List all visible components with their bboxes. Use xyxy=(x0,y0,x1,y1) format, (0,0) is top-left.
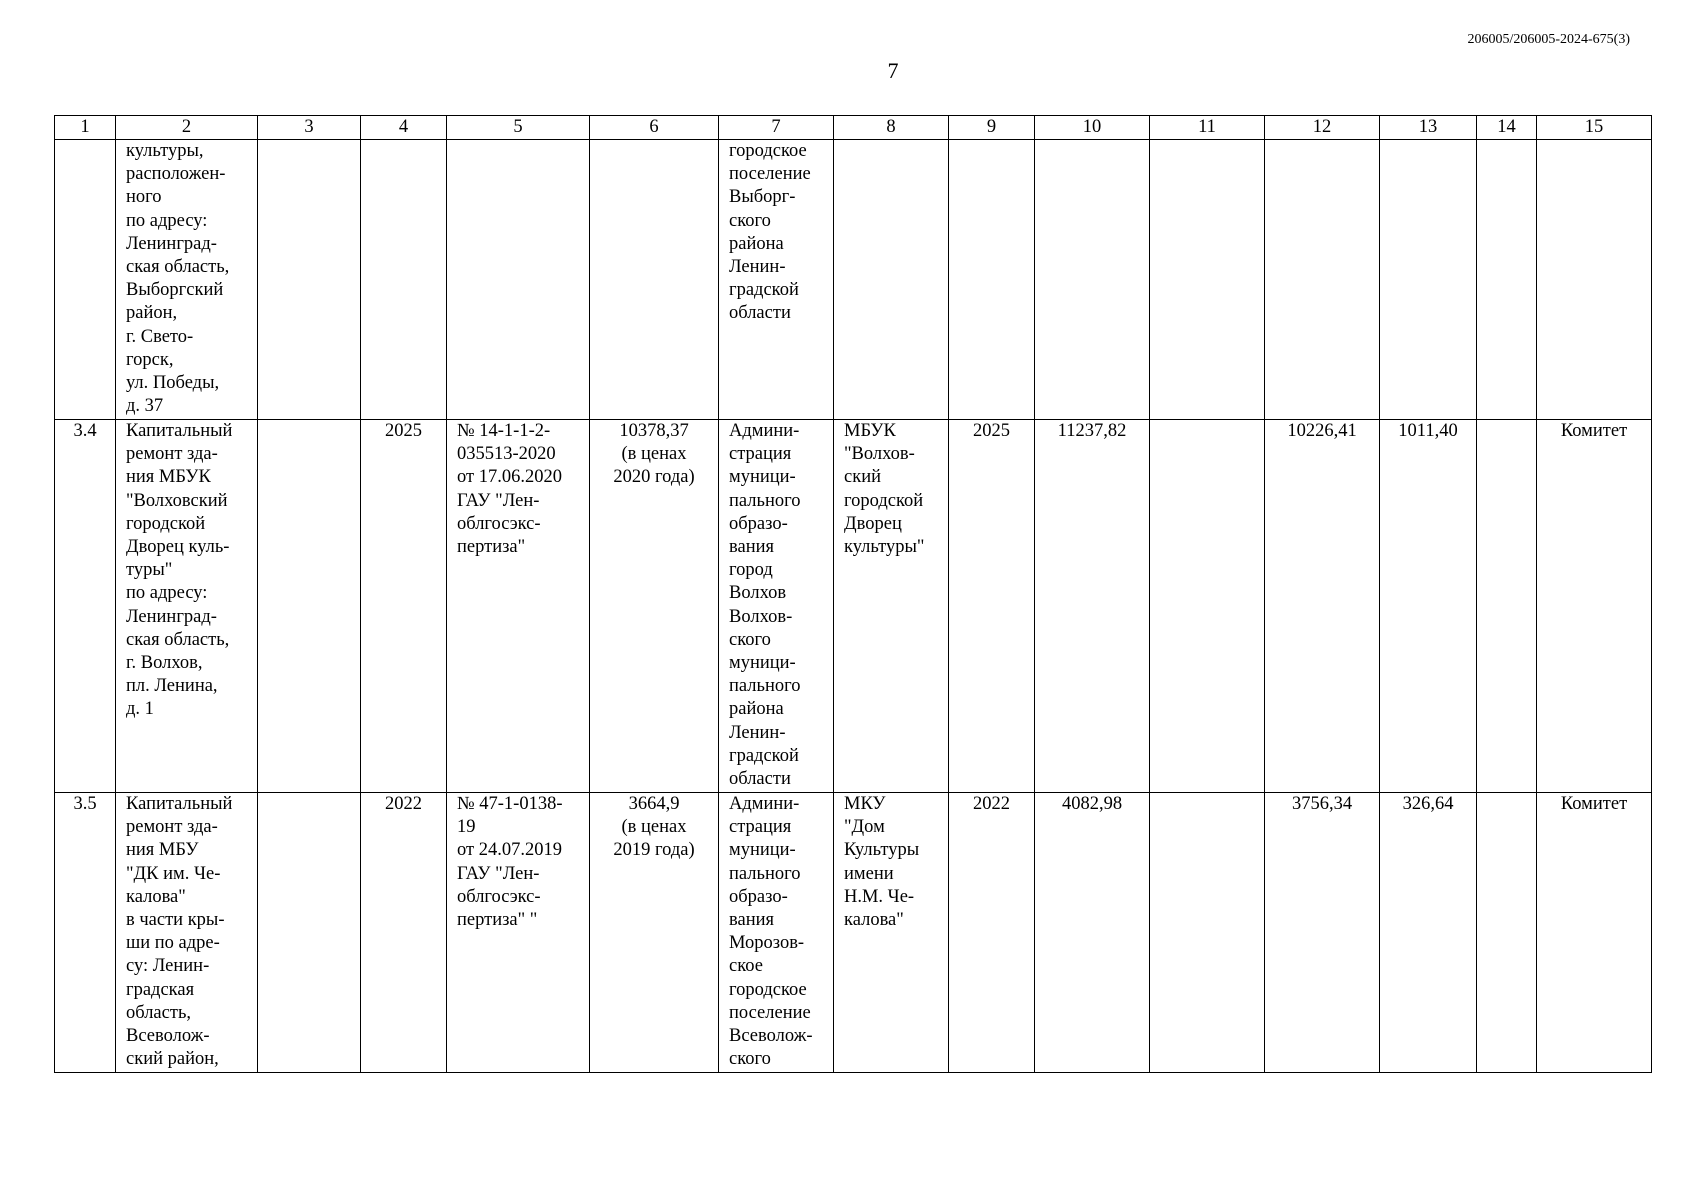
cell-text-line: су: Ленин- xyxy=(126,956,210,977)
cell-text-line: Всеволож- xyxy=(126,1026,210,1047)
column-header-6: 6 xyxy=(590,116,719,140)
cell-text-line: облгосэкс- xyxy=(457,513,541,534)
cell-text-line: пального xyxy=(729,863,801,884)
cell-text-line: 2019 года) xyxy=(613,840,695,861)
table-cell-col-11 xyxy=(1150,140,1265,420)
cell-text-line: области xyxy=(729,303,791,324)
table-cell-col-11 xyxy=(1150,420,1265,793)
cell-text-line: (в ценах xyxy=(621,817,687,838)
table-cell-col-1 xyxy=(55,140,116,420)
cell-text-line: вания xyxy=(729,910,775,931)
cell-text-line: Капитальный xyxy=(126,794,233,814)
cell-text-line: МБУК xyxy=(844,421,896,441)
table-cell-col-7 xyxy=(719,140,834,420)
header-row xyxy=(55,116,1652,140)
cell-text-line: д. 1 xyxy=(126,699,154,720)
column-header-1: 1 xyxy=(55,116,116,140)
table-cell-col-10: 4082,98 xyxy=(1035,793,1150,1073)
cell-text-line: Капитальный xyxy=(126,421,233,441)
table-cell-col-14 xyxy=(1477,793,1537,1073)
table-cell-col-13 xyxy=(1380,140,1477,420)
cell-text-line: Волхов xyxy=(729,583,787,604)
cell-text-line: градской xyxy=(729,280,799,301)
cell-text-line: город xyxy=(729,560,773,581)
table-cell-col-4 xyxy=(361,140,447,420)
cell-text-line: Ленин- xyxy=(729,722,786,743)
cell-text-line: "Дом xyxy=(844,817,885,838)
cell-text-line: ГАУ "Лен- xyxy=(457,863,540,884)
cell-text-line: 10378,37 xyxy=(619,421,689,441)
column-header-5: 5 xyxy=(447,116,590,140)
table-cell-col-5 xyxy=(447,140,590,420)
table-cell-col-4: 2022 xyxy=(361,793,447,1073)
cell-text-line: образо- xyxy=(729,513,788,534)
table-cell-col-10: 11237,82 xyxy=(1035,420,1150,793)
cell-text-line: ское xyxy=(729,956,763,977)
data-table xyxy=(54,115,1652,1073)
cell-text-line: городской xyxy=(844,490,924,511)
table-cell-col-4: 2025 xyxy=(361,420,447,793)
cell-text-line: "Волхов- xyxy=(844,444,915,465)
cell-text-line: д. 37 xyxy=(126,396,164,417)
cell-text-line: ремонт зда- xyxy=(126,444,218,465)
table-row xyxy=(55,140,1652,420)
table-cell-col-11 xyxy=(1150,793,1265,1073)
table-cell-col-9 xyxy=(949,140,1035,420)
cell-text-line: 3664,9 xyxy=(628,794,680,814)
cell-text-line: муници- xyxy=(729,653,796,674)
cell-text-line: ского xyxy=(729,629,771,650)
table-cell-col-15: Комитет xyxy=(1537,793,1652,1073)
column-header-15: 15 xyxy=(1537,116,1652,140)
table-cell-col-13: 326,64 xyxy=(1380,793,1477,1073)
cell-text-line: культуры, xyxy=(126,141,204,161)
cell-text-line: пертиза" xyxy=(457,537,526,558)
cell-text-line: МКУ xyxy=(844,794,886,814)
cell-text-line: градская xyxy=(126,979,195,1000)
cell-text-line: поселение xyxy=(729,1002,811,1023)
cell-text-line: 19 xyxy=(457,817,476,838)
cell-text-line: Волхов- xyxy=(729,606,793,627)
table-cell-col-1: 3.5 xyxy=(55,793,116,1073)
cell-text-line: муници- xyxy=(729,840,796,861)
column-header-14: 14 xyxy=(1477,116,1537,140)
cell-text-line: район, xyxy=(126,303,178,324)
table-cell-col-9: 2022 xyxy=(949,793,1035,1073)
cell-text-line: пального xyxy=(729,676,801,697)
column-header-4: 4 xyxy=(361,116,447,140)
cell-text-line: имени xyxy=(844,863,894,884)
table-cell-col-15 xyxy=(1537,140,1652,420)
cell-text-line: туры" xyxy=(126,560,173,581)
table-cell-col-14 xyxy=(1477,140,1537,420)
cell-text-line: область, xyxy=(126,1002,192,1023)
cell-text-line: вания xyxy=(729,537,775,558)
cell-text-line: городское xyxy=(729,979,807,1000)
cell-text-line: страция xyxy=(729,817,792,838)
table-cell-col-6 xyxy=(590,140,719,420)
column-header-8: 8 xyxy=(834,116,949,140)
cell-text-line: ского xyxy=(729,1049,771,1070)
cell-text-line: Дворец xyxy=(844,513,902,534)
column-header-3: 3 xyxy=(258,116,361,140)
table-cell-col-8 xyxy=(834,420,949,793)
table-cell-col-2 xyxy=(116,420,258,793)
cell-text-line: по адресу: xyxy=(126,583,208,604)
cell-text-line: образо- xyxy=(729,886,788,907)
cell-text-line: области xyxy=(729,769,791,790)
cell-text-line: городской xyxy=(126,513,206,534)
cell-text-line: калова" xyxy=(126,886,186,907)
cell-text-line: Всеволож- xyxy=(729,1026,813,1047)
cell-text-line: г. Свето- xyxy=(126,326,194,347)
table-cell-col-3 xyxy=(258,793,361,1073)
table-cell-col-1: 3.4 xyxy=(55,420,116,793)
column-header-2: 2 xyxy=(116,116,258,140)
table-cell-col-8 xyxy=(834,793,949,1073)
cell-text-line: расположен- xyxy=(126,164,226,185)
cell-text-line: пального xyxy=(729,490,801,511)
column-header-13: 13 xyxy=(1380,116,1477,140)
cell-text-line: Дворец куль- xyxy=(126,537,230,558)
cell-text-line: № 47-1-0138- xyxy=(457,794,563,814)
cell-text-line: ского xyxy=(729,210,771,231)
cell-text-line: ский район, xyxy=(126,1049,219,1070)
cell-text-line: в части кры- xyxy=(126,910,225,931)
cell-text-line: 2020 года) xyxy=(613,467,695,488)
table-cell-col-2 xyxy=(116,140,258,420)
cell-text-line: Выборгский xyxy=(126,280,224,301)
cell-text-line: района xyxy=(729,233,784,254)
cell-text-line: ул. Победы, xyxy=(126,373,220,394)
column-header-12: 12 xyxy=(1265,116,1380,140)
table-cell-col-12: 3756,34 xyxy=(1265,793,1380,1073)
cell-text-line: горск, xyxy=(126,349,174,370)
cell-text-line: ГАУ "Лен- xyxy=(457,490,540,511)
cell-text-line: района xyxy=(729,699,784,720)
cell-text-line: муници- xyxy=(729,467,796,488)
table-cell-col-5 xyxy=(447,793,590,1073)
document-id: 206005/206005-2024-675(3) xyxy=(1467,32,1630,47)
cell-text-line: Ленин- xyxy=(729,257,786,278)
table-cell-col-6 xyxy=(590,793,719,1073)
column-header-9: 9 xyxy=(949,116,1035,140)
cell-text-line: градской xyxy=(729,745,799,766)
cell-text-line: Н.М. Че- xyxy=(844,886,915,907)
table-row xyxy=(55,793,1652,1073)
cell-text-line: Ленинград- xyxy=(126,233,217,254)
table-cell-col-8 xyxy=(834,140,949,420)
page-number: 7 xyxy=(887,58,899,83)
table-row xyxy=(55,420,1652,793)
cell-text-line: ши по адре- xyxy=(126,933,220,954)
cell-text-line: Ленинград- xyxy=(126,606,217,627)
cell-text-line: от 17.06.2020 xyxy=(457,467,562,488)
cell-text-line: городское xyxy=(729,141,807,161)
cell-text-line: по адресу: xyxy=(126,210,208,231)
cell-text-line: пл. Ленина, xyxy=(126,676,218,697)
table-cell-col-7 xyxy=(719,793,834,1073)
table-cell-col-15: Комитет xyxy=(1537,420,1652,793)
cell-text-line: ский xyxy=(844,467,881,488)
table-cell-col-9: 2025 xyxy=(949,420,1035,793)
cell-text-line: 035513-2020 xyxy=(457,444,556,465)
cell-text-line: Админи- xyxy=(729,794,800,814)
cell-text-line: "ДК им. Че- xyxy=(126,863,221,884)
cell-text-line: страция xyxy=(729,444,792,465)
column-header-11: 11 xyxy=(1150,116,1265,140)
table-cell-col-12: 10226,41 xyxy=(1265,420,1380,793)
table-cell-col-12 xyxy=(1265,140,1380,420)
cell-text-line: от 24.07.2019 xyxy=(457,840,562,861)
cell-text-line: "Волховский xyxy=(126,490,228,511)
cell-text-line: поселение xyxy=(729,164,811,185)
table-cell-col-2 xyxy=(116,793,258,1073)
table-cell-col-10 xyxy=(1035,140,1150,420)
cell-text-line: Культуры xyxy=(844,840,920,861)
table-cell-col-3 xyxy=(258,140,361,420)
cell-text-line: № 14-1-1-2- xyxy=(457,421,551,441)
table-cell-col-3 xyxy=(258,420,361,793)
table-cell-col-5 xyxy=(447,420,590,793)
cell-text-line: ская область, xyxy=(126,257,230,278)
cell-text-line: культуры" xyxy=(844,537,925,558)
cell-text-line: Админи- xyxy=(729,421,800,441)
cell-text-line: ния МБУК xyxy=(126,467,211,488)
cell-text-line: ремонт зда- xyxy=(126,817,218,838)
cell-text-line: (в ценах xyxy=(621,444,687,465)
cell-text-line: г. Волхов, xyxy=(126,653,203,674)
cell-text-line: калова" xyxy=(844,910,904,931)
cell-text-line: облгосэкс- xyxy=(457,886,541,907)
column-header-7: 7 xyxy=(719,116,834,140)
cell-text-line: Выборг- xyxy=(729,187,796,208)
column-header-10: 10 xyxy=(1035,116,1150,140)
table-cell-col-14 xyxy=(1477,420,1537,793)
table-cell-col-7 xyxy=(719,420,834,793)
cell-text-line: ская область, xyxy=(126,629,230,650)
table-cell-col-13: 1011,40 xyxy=(1380,420,1477,793)
table-cell-col-6 xyxy=(590,420,719,793)
cell-text-line: ния МБУ xyxy=(126,840,199,861)
cell-text-line: пертиза" " xyxy=(457,910,538,931)
cell-text-line: ного xyxy=(126,187,162,208)
cell-text-line: Морозов- xyxy=(729,933,805,954)
